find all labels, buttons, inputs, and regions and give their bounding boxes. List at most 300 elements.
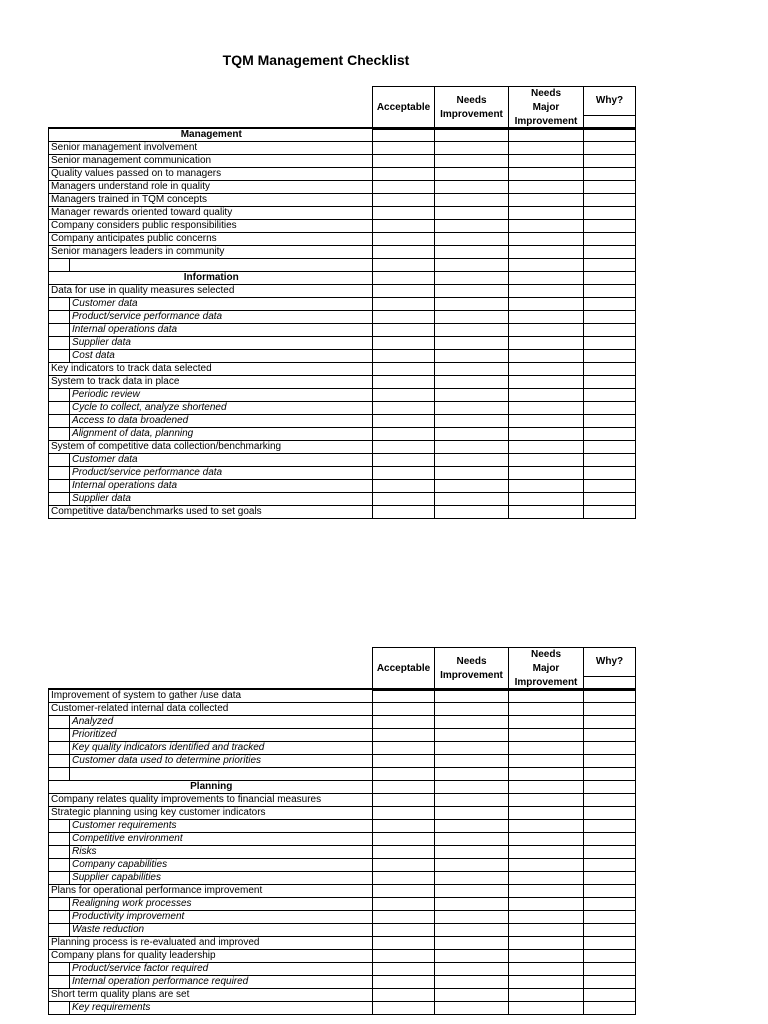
checklist-item-label: Senior management involvement (49, 142, 373, 155)
checklist-item-label: Customer-related internal data collected (49, 703, 373, 716)
section-heading: Information (49, 272, 373, 285)
checklist-row (49, 768, 636, 781)
rating-cell-needs-major-improvement[interactable] (508, 976, 583, 989)
rating-cell-needs-major-improvement[interactable] (508, 833, 583, 846)
rating-cell-acceptable[interactable] (372, 220, 434, 233)
rating-cell-needs-major-improvement[interactable] (508, 311, 583, 324)
rating-cell-needs-major-improvement[interactable] (508, 963, 583, 976)
rating-cell-acceptable[interactable] (372, 207, 434, 220)
rating-cell-why[interactable] (583, 402, 635, 415)
rating-cell-needs-major-improvement[interactable] (508, 742, 583, 755)
rating-cell-needs-major-improvement[interactable] (508, 937, 583, 950)
rating-cell-acceptable[interactable] (372, 311, 434, 324)
rating-cell-acceptable[interactable] (372, 729, 434, 742)
indent-cell (49, 298, 70, 311)
rating-cell-needs-improvement[interactable] (434, 689, 508, 703)
rating-cell-needs-improvement[interactable] (434, 324, 508, 337)
rating-cell-needs-improvement[interactable] (434, 859, 508, 872)
rating-cell-why[interactable] (583, 689, 635, 703)
checklist-row (49, 911, 636, 924)
rating-cell-needs-improvement[interactable] (434, 755, 508, 768)
rating-cell-acceptable[interactable] (372, 246, 434, 259)
checklist-item-label: Improvement of system to gather /use data (49, 689, 373, 703)
rating-cell-why[interactable] (583, 937, 635, 950)
rating-cell-needs-major-improvement[interactable] (508, 363, 583, 376)
rating-cell-why[interactable] (583, 872, 635, 885)
rating-cell-needs-major-improvement[interactable] (508, 142, 583, 155)
rating-cell-needs-improvement[interactable] (434, 493, 508, 506)
checklist-item-label: Managers trained in TQM concepts (49, 194, 373, 207)
rating-cell-why[interactable] (583, 155, 635, 168)
rating-cell-needs-major-improvement[interactable] (508, 298, 583, 311)
rating-cell-why[interactable] (583, 859, 635, 872)
indent-cell (49, 493, 70, 506)
rating-cell-needs-major-improvement[interactable] (508, 233, 583, 246)
rating-cell-acceptable[interactable] (372, 324, 434, 337)
rating-cell-needs-major-improvement[interactable] (508, 950, 583, 963)
rating-cell-needs-major-improvement[interactable] (508, 1002, 583, 1015)
rating-cell-needs-major-improvement[interactable] (508, 207, 583, 220)
rating-cell-needs-improvement[interactable] (434, 898, 508, 911)
rating-cell-needs-major-improvement[interactable] (508, 272, 583, 285)
rating-cell-acceptable[interactable] (372, 794, 434, 807)
checklist-row (49, 376, 636, 389)
rating-cell-needs-major-improvement[interactable] (508, 415, 583, 428)
checklist-subitem-label: Prioritized (70, 729, 373, 742)
header-why: Why? (584, 648, 636, 677)
rating-cell-why[interactable] (583, 963, 635, 976)
rating-cell-acceptable[interactable] (372, 742, 434, 755)
rating-cell-why[interactable] (583, 781, 635, 794)
rating-cell-acceptable[interactable] (372, 781, 434, 794)
checklist-subitem-label: Internal operations data (70, 324, 373, 337)
rating-cell-acceptable[interactable] (372, 506, 434, 519)
rating-cell-why[interactable] (583, 506, 635, 519)
rating-cell-why[interactable] (583, 272, 635, 285)
checklist-subitem-label: Cost data (70, 350, 373, 363)
rating-cell-why[interactable] (583, 703, 635, 716)
rating-cell-why[interactable] (583, 142, 635, 155)
rating-cell-needs-improvement[interactable] (434, 807, 508, 820)
rating-cell-acceptable[interactable] (372, 833, 434, 846)
rating-cell-acceptable[interactable] (372, 898, 434, 911)
checklist-subitem-label: Supplier data (70, 337, 373, 350)
checklist-item-label: Quality values passed on to managers (49, 168, 373, 181)
header-needs-major-line2: Major (532, 663, 560, 674)
rating-cell-needs-improvement[interactable] (434, 220, 508, 233)
rating-cell-needs-improvement[interactable] (434, 833, 508, 846)
rating-cell-needs-major-improvement[interactable] (508, 807, 583, 820)
rating-cell-needs-major-improvement[interactable] (508, 467, 583, 480)
rating-cell-needs-major-improvement[interactable] (508, 872, 583, 885)
checklist-item-label: Planning process is re-evaluated and improved (49, 937, 373, 950)
rating-cell-needs-major-improvement[interactable] (508, 703, 583, 716)
rating-cell-needs-major-improvement[interactable] (508, 220, 583, 233)
indent-cell (49, 428, 70, 441)
checklist-row (49, 820, 636, 833)
rating-cell-needs-improvement[interactable] (434, 311, 508, 324)
rating-cell-why[interactable] (583, 428, 635, 441)
rating-cell-why[interactable] (583, 285, 635, 298)
rating-cell-needs-improvement[interactable] (434, 885, 508, 898)
rating-cell-needs-major-improvement[interactable] (508, 859, 583, 872)
header-needs-major-line1: Needs (530, 649, 561, 660)
rating-cell-needs-improvement[interactable] (434, 337, 508, 350)
checklist-item-label: Senior managers leaders in community (49, 246, 373, 259)
rating-cell-needs-major-improvement[interactable] (508, 989, 583, 1002)
rating-cell-acceptable[interactable] (372, 989, 434, 1002)
rating-cell-needs-major-improvement[interactable] (508, 389, 583, 402)
rating-cell-why[interactable] (583, 298, 635, 311)
section-heading: Planning (49, 781, 373, 794)
rating-cell-needs-major-improvement[interactable] (508, 846, 583, 859)
rating-cell-acceptable[interactable] (372, 937, 434, 950)
checklist-row (49, 454, 636, 467)
rating-cell-needs-improvement[interactable] (434, 1002, 508, 1015)
rating-cell-acceptable[interactable] (372, 415, 434, 428)
rating-cell-why[interactable] (583, 898, 635, 911)
rating-cell-why[interactable] (583, 350, 635, 363)
rating-cell-needs-improvement[interactable] (434, 402, 508, 415)
rating-cell-acceptable[interactable] (372, 168, 434, 181)
indent-cell (49, 337, 70, 350)
rating-cell-why[interactable] (583, 454, 635, 467)
indent-cell (49, 859, 70, 872)
rating-cell-acceptable[interactable] (372, 911, 434, 924)
rating-cell-why[interactable] (583, 716, 635, 729)
rating-cell-why[interactable] (583, 311, 635, 324)
rating-cell-needs-improvement[interactable] (434, 128, 508, 142)
checklist-row (49, 703, 636, 716)
checklist-item-label: Managers understand role in quality (49, 181, 373, 194)
indent-cell (49, 729, 70, 742)
rating-cell-needs-improvement[interactable] (434, 924, 508, 937)
rating-cell-needs-improvement[interactable] (434, 155, 508, 168)
rating-cell-acceptable[interactable] (372, 142, 434, 155)
rating-cell-needs-major-improvement[interactable] (508, 454, 583, 467)
checklist-row (49, 428, 636, 441)
rating-cell-acceptable[interactable] (372, 428, 434, 441)
rating-cell-acceptable[interactable] (372, 703, 434, 716)
rating-cell-needs-major-improvement[interactable] (508, 376, 583, 389)
rating-cell-needs-improvement[interactable] (434, 911, 508, 924)
rating-cell-why[interactable] (583, 389, 635, 402)
rating-cell-why[interactable] (583, 246, 635, 259)
checklist-subitem-label: Productivity improvement (70, 911, 373, 924)
rating-cell-needs-major-improvement[interactable] (508, 755, 583, 768)
rating-cell-why[interactable] (583, 833, 635, 846)
rating-cell-needs-improvement[interactable] (434, 950, 508, 963)
column-header-2 (372, 647, 636, 691)
rating-cell-acceptable[interactable] (372, 233, 434, 246)
rating-cell-acceptable[interactable] (372, 716, 434, 729)
rating-cell-acceptable[interactable] (372, 480, 434, 493)
rating-cell-acceptable[interactable] (372, 872, 434, 885)
rating-cell-needs-major-improvement[interactable] (508, 911, 583, 924)
rating-cell-needs-improvement[interactable] (434, 376, 508, 389)
rating-cell-why[interactable] (583, 729, 635, 742)
rating-cell-needs-major-improvement[interactable] (508, 194, 583, 207)
checklist-subitem-label: Internal operations data (70, 480, 373, 493)
checklist-row (49, 807, 636, 820)
rating-cell-needs-major-improvement[interactable] (508, 689, 583, 703)
rating-cell-needs-major-improvement[interactable] (508, 402, 583, 415)
rating-cell-needs-improvement[interactable] (434, 703, 508, 716)
checklist-subitem-label: Key requirements (70, 1002, 373, 1015)
checklist-row (49, 207, 636, 220)
rating-cell-why[interactable] (583, 259, 635, 272)
rating-cell-needs-improvement[interactable] (434, 350, 508, 363)
checklist-item-label: Company relates quality improvements to financial measures (49, 794, 373, 807)
rating-cell-needs-improvement[interactable] (434, 207, 508, 220)
rating-cell-needs-improvement[interactable] (434, 415, 508, 428)
checklist-row (49, 363, 636, 376)
rating-cell-needs-major-improvement[interactable] (508, 768, 583, 781)
header-needs-major-line1: Needs (530, 88, 561, 99)
indent-cell (49, 755, 70, 768)
rating-cell-needs-improvement[interactable] (434, 872, 508, 885)
rating-cell-needs-major-improvement[interactable] (508, 428, 583, 441)
rating-cell-why[interactable] (583, 755, 635, 768)
rating-cell-acceptable[interactable] (372, 402, 434, 415)
rating-cell-why[interactable] (583, 480, 635, 493)
rating-cell-why[interactable] (583, 376, 635, 389)
rating-cell-needs-major-improvement[interactable] (508, 324, 583, 337)
rating-cell-why[interactable] (583, 989, 635, 1002)
checklist-subitem-label: Alignment of data, planning (70, 428, 373, 441)
rating-cell-why[interactable] (583, 1002, 635, 1015)
rating-cell-needs-improvement[interactable] (434, 480, 508, 493)
rating-cell-why[interactable] (583, 924, 635, 937)
rating-cell-acceptable[interactable] (372, 885, 434, 898)
checklist-row (49, 415, 636, 428)
checklist-subitem-label: Supplier data (70, 493, 373, 506)
rating-cell-needs-major-improvement[interactable] (508, 480, 583, 493)
rating-cell-acceptable[interactable] (372, 454, 434, 467)
checklist-row (49, 389, 636, 402)
indent-cell (49, 480, 70, 493)
rating-cell-needs-major-improvement[interactable] (508, 181, 583, 194)
header-needs-major-improvement (509, 648, 584, 691)
rating-cell-needs-improvement[interactable] (434, 729, 508, 742)
rating-cell-needs-improvement[interactable] (434, 963, 508, 976)
rating-cell-why[interactable] (583, 128, 635, 142)
rating-cell-acceptable[interactable] (372, 846, 434, 859)
checklist-row (49, 480, 636, 493)
rating-cell-needs-major-improvement[interactable] (508, 716, 583, 729)
rating-cell-needs-improvement[interactable] (434, 794, 508, 807)
rating-cell-why[interactable] (583, 415, 635, 428)
checklist-subitem-label: Waste reduction (70, 924, 373, 937)
rating-cell-why[interactable] (583, 976, 635, 989)
rating-cell-acceptable[interactable] (372, 389, 434, 402)
rating-cell-needs-major-improvement[interactable] (508, 506, 583, 519)
rating-cell-needs-major-improvement[interactable] (508, 350, 583, 363)
checklist-item-label: Competitive data/benchmarks used to set goals (49, 506, 373, 519)
rating-cell-needs-improvement[interactable] (434, 937, 508, 950)
rating-cell-why[interactable] (583, 233, 635, 246)
rating-cell-why[interactable] (583, 441, 635, 454)
indent-cell (49, 324, 70, 337)
rating-cell-acceptable[interactable] (372, 128, 434, 142)
rating-cell-needs-improvement[interactable] (434, 781, 508, 794)
rating-cell-needs-major-improvement[interactable] (508, 794, 583, 807)
rating-cell-why[interactable] (583, 950, 635, 963)
rating-cell-why[interactable] (583, 207, 635, 220)
checklist-subitem-label: Competitive environment (70, 833, 373, 846)
rating-cell-acceptable[interactable] (372, 181, 434, 194)
rating-cell-why[interactable] (583, 220, 635, 233)
indent-cell (49, 1002, 70, 1015)
checklist-row (49, 755, 636, 768)
rating-cell-acceptable[interactable] (372, 194, 434, 207)
checklist-row (49, 794, 636, 807)
rating-cell-needs-improvement[interactable] (434, 181, 508, 194)
rating-cell-needs-improvement[interactable] (434, 989, 508, 1002)
rating-cell-why[interactable] (583, 324, 635, 337)
rating-cell-needs-major-improvement[interactable] (508, 898, 583, 911)
rating-cell-needs-improvement[interactable] (434, 467, 508, 480)
rating-cell-needs-improvement[interactable] (434, 716, 508, 729)
rating-cell-needs-major-improvement[interactable] (508, 441, 583, 454)
rating-cell-acceptable[interactable] (372, 859, 434, 872)
rating-cell-needs-improvement[interactable] (434, 820, 508, 833)
rating-cell-needs-major-improvement[interactable] (508, 128, 583, 142)
rating-cell-acceptable[interactable] (372, 259, 434, 272)
checklist-row (49, 324, 636, 337)
rating-cell-needs-major-improvement[interactable] (508, 820, 583, 833)
indent-cell (49, 415, 70, 428)
rating-cell-why[interactable] (583, 493, 635, 506)
rating-cell-why[interactable] (583, 911, 635, 924)
rating-cell-acceptable[interactable] (372, 441, 434, 454)
indent-cell (49, 454, 70, 467)
rating-cell-needs-improvement[interactable] (434, 389, 508, 402)
rating-cell-acceptable[interactable] (372, 272, 434, 285)
rating-cell-acceptable[interactable] (372, 1002, 434, 1015)
rating-cell-why[interactable] (583, 181, 635, 194)
rating-cell-acceptable[interactable] (372, 924, 434, 937)
header-needs-improvement-line1: Needs (456, 95, 487, 106)
rating-cell-needs-major-improvement[interactable] (508, 285, 583, 298)
rating-cell-acceptable[interactable] (372, 467, 434, 480)
checklist-row (49, 350, 636, 363)
rating-cell-needs-major-improvement[interactable] (508, 246, 583, 259)
rating-cell-needs-improvement[interactable] (434, 298, 508, 311)
checklist-row (49, 506, 636, 519)
rating-cell-needs-improvement[interactable] (434, 194, 508, 207)
rating-cell-needs-major-improvement[interactable] (508, 493, 583, 506)
rating-cell-needs-major-improvement[interactable] (508, 924, 583, 937)
rating-cell-needs-improvement[interactable] (434, 272, 508, 285)
rating-cell-why[interactable] (583, 846, 635, 859)
indent-cell (49, 389, 70, 402)
rating-cell-acceptable[interactable] (372, 950, 434, 963)
checklist-row (49, 285, 636, 298)
rating-cell-needs-improvement[interactable] (434, 454, 508, 467)
rating-cell-acceptable[interactable] (372, 298, 434, 311)
rating-cell-acceptable[interactable] (372, 768, 434, 781)
rating-cell-acceptable[interactable] (372, 689, 434, 703)
rating-cell-why[interactable] (583, 337, 635, 350)
rating-cell-why[interactable] (583, 742, 635, 755)
rating-cell-needs-major-improvement[interactable] (508, 259, 583, 272)
rating-cell-needs-improvement[interactable] (434, 285, 508, 298)
rating-cell-acceptable[interactable] (372, 285, 434, 298)
rating-cell-needs-major-improvement[interactable] (508, 885, 583, 898)
rating-cell-needs-improvement[interactable] (434, 846, 508, 859)
rating-cell-needs-improvement[interactable] (434, 768, 508, 781)
rating-cell-acceptable[interactable] (372, 963, 434, 976)
indent-cell (49, 833, 70, 846)
rating-cell-why[interactable] (583, 794, 635, 807)
rating-cell-why[interactable] (583, 807, 635, 820)
rating-cell-why[interactable] (583, 885, 635, 898)
rating-cell-acceptable[interactable] (372, 155, 434, 168)
rating-cell-needs-improvement[interactable] (434, 363, 508, 376)
checklist-item-label: System to track data in place (49, 376, 373, 389)
rating-cell-needs-improvement[interactable] (434, 246, 508, 259)
rating-cell-acceptable[interactable] (372, 493, 434, 506)
header-acceptable: Acceptable (373, 648, 435, 691)
rating-cell-why[interactable] (583, 363, 635, 376)
checklist-subitem-label: Realigning work processes (70, 898, 373, 911)
header-needs-improvement-line1: Needs (456, 656, 487, 667)
rating-cell-why[interactable] (583, 467, 635, 480)
checklist-row (49, 781, 636, 794)
rating-cell-needs-major-improvement[interactable] (508, 168, 583, 181)
rating-cell-acceptable[interactable] (372, 363, 434, 376)
checklist-row (49, 181, 636, 194)
rating-cell-needs-major-improvement[interactable] (508, 729, 583, 742)
rating-cell-why[interactable] (583, 194, 635, 207)
checklist-item-label: System of competitive data collection/benchmarking (49, 441, 373, 454)
rating-cell-needs-improvement[interactable] (434, 259, 508, 272)
rating-cell-needs-improvement[interactable] (434, 441, 508, 454)
rating-cell-needs-improvement[interactable] (434, 428, 508, 441)
rating-cell-needs-improvement[interactable] (434, 168, 508, 181)
checklist-item-label: Data for use in quality measures selected (49, 285, 373, 298)
checklist-subitem-label: Customer data used to determine priorities (70, 755, 373, 768)
checklist-subitem-label: Customer requirements (70, 820, 373, 833)
indent-cell (49, 742, 70, 755)
rating-cell-acceptable[interactable] (372, 350, 434, 363)
checklist-subitem-label: Product/service performance data (70, 311, 373, 324)
rating-cell-acceptable[interactable] (372, 337, 434, 350)
checklist-row (49, 402, 636, 415)
rating-cell-needs-improvement[interactable] (434, 233, 508, 246)
checklist-row (49, 742, 636, 755)
rating-cell-why[interactable] (583, 168, 635, 181)
rating-cell-needs-major-improvement[interactable] (508, 337, 583, 350)
rating-cell-needs-improvement[interactable] (434, 506, 508, 519)
checklist-subitem-label: Key quality indicators identified and tracked (70, 742, 373, 755)
rating-cell-why[interactable] (583, 820, 635, 833)
rating-cell-acceptable[interactable] (372, 807, 434, 820)
rating-cell-needs-improvement[interactable] (434, 976, 508, 989)
rating-cell-acceptable[interactable] (372, 976, 434, 989)
checklist-row (49, 716, 636, 729)
rating-cell-acceptable[interactable] (372, 820, 434, 833)
rating-cell-needs-major-improvement[interactable] (508, 781, 583, 794)
rating-cell-needs-improvement[interactable] (434, 742, 508, 755)
rating-cell-needs-improvement[interactable] (434, 142, 508, 155)
rating-cell-why[interactable] (583, 768, 635, 781)
checklist-row (49, 155, 636, 168)
rating-cell-needs-major-improvement[interactable] (508, 155, 583, 168)
rating-cell-acceptable[interactable] (372, 376, 434, 389)
rating-cell-acceptable[interactable] (372, 755, 434, 768)
